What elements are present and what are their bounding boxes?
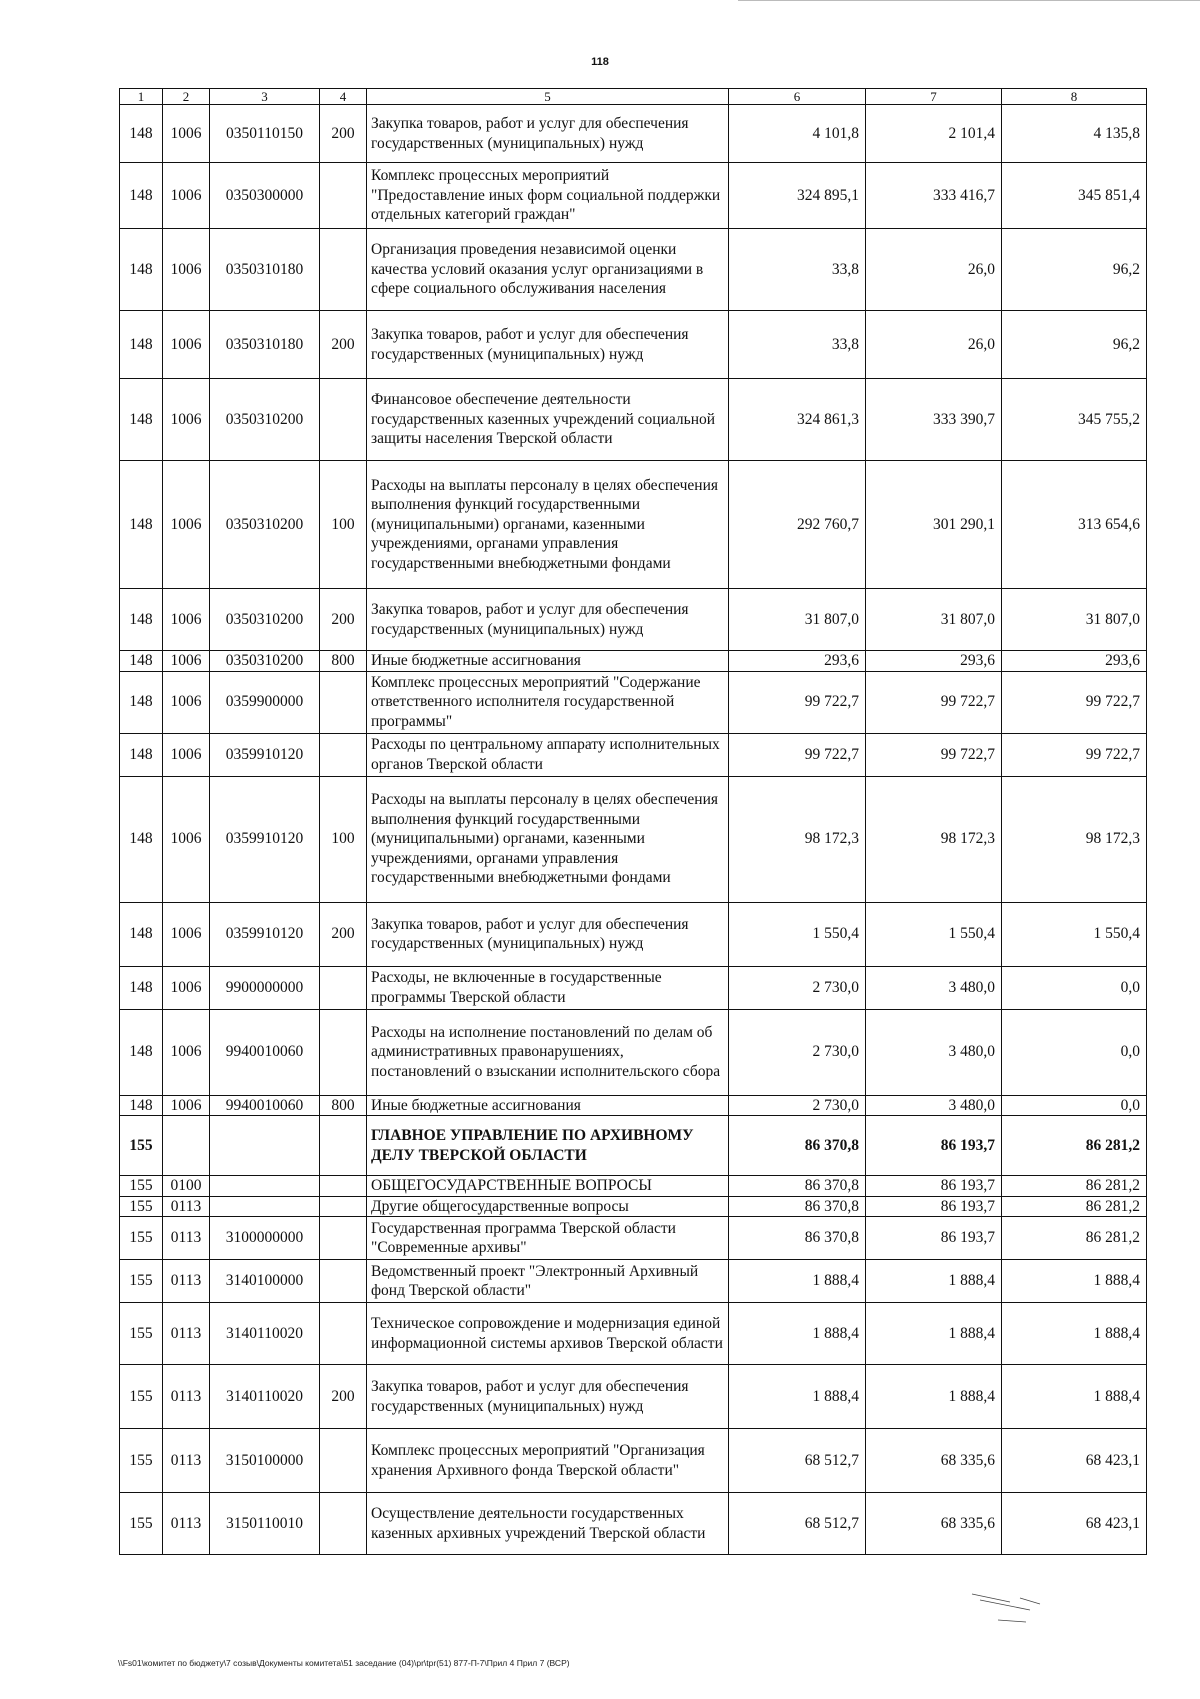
page-number: 118 <box>591 56 609 68</box>
cell-chapter-code: 148 <box>120 966 163 1009</box>
cell-section-code: 0113 <box>163 1303 210 1365</box>
cell-target-code: 3100000000 <box>210 1217 320 1260</box>
cell-value-col8: 86 281,2 <box>1002 1116 1147 1176</box>
table-row <box>120 733 1147 776</box>
cell-chapter-code: 148 <box>120 651 163 672</box>
cell-description: Комплекс процессных мероприятий "Содержание ответственного исполнителя государственной программы" <box>367 671 729 733</box>
cell-target-code: 3150110010 <box>210 1493 320 1555</box>
cell-expense-type <box>320 1196 367 1217</box>
cell-expense-type: 200 <box>320 589 367 651</box>
cell-description: Ведомственный проект "Электронный Архивный фонд Тверской области" <box>367 1260 729 1303</box>
cell-value-col7: 26,0 <box>866 311 1002 379</box>
cell-expense-type <box>320 733 367 776</box>
cell-value-col8: 86 281,2 <box>1002 1217 1147 1260</box>
cell-description: Организация проведения независимой оценки качества условий оказания услуг организациями в сфере социального обслуживания населения <box>367 229 729 311</box>
cell-description: Расходы по центральному аппарату исполнительных органов Тверской области <box>367 733 729 776</box>
cell-description: Закупка товаров, работ и услуг для обеспечения государственных (муниципальных) нужд <box>367 311 729 379</box>
cell-value-col6: 2 730,0 <box>729 966 866 1009</box>
cell-description: Закупка товаров, работ и услуг для обеспечения государственных (муниципальных) нужд <box>367 1365 729 1429</box>
cell-chapter-code: 148 <box>120 105 163 163</box>
cell-target-code: 3140110020 <box>210 1303 320 1365</box>
cell-description: Иные бюджетные ассигнования <box>367 1095 729 1116</box>
table-row <box>120 1303 1147 1365</box>
cell-section-code: 0113 <box>163 1493 210 1555</box>
cell-target-code <box>210 1176 320 1197</box>
cell-value-col6: 86 370,8 <box>729 1176 866 1197</box>
cell-description: Другие общегосударственные вопросы <box>367 1196 729 1217</box>
header-cell: 1 <box>120 89 163 105</box>
cell-value-col6: 293,6 <box>729 651 866 672</box>
cell-value-col7: 293,6 <box>866 651 1002 672</box>
cell-value-col7: 31 807,0 <box>866 589 1002 651</box>
cell-value-col7: 333 390,7 <box>866 379 1002 461</box>
cell-section-code: 1006 <box>163 1009 210 1095</box>
cell-chapter-code: 148 <box>120 1009 163 1095</box>
scan-edge-line <box>738 0 1200 1</box>
cell-chapter-code: 155 <box>120 1365 163 1429</box>
cell-value-col8: 99 722,7 <box>1002 671 1147 733</box>
cell-target-code: 0359910120 <box>210 902 320 966</box>
cell-value-col8: 68 423,1 <box>1002 1493 1147 1555</box>
table-row <box>120 776 1147 902</box>
cell-value-col8: 99 722,7 <box>1002 733 1147 776</box>
cell-target-code: 9940010060 <box>210 1009 320 1095</box>
cell-value-col6: 4 101,8 <box>729 105 866 163</box>
cell-description: ОБЩЕГОСУДАРСТВЕННЫЕ ВОПРОСЫ <box>367 1176 729 1197</box>
cell-value-col8: 31 807,0 <box>1002 589 1147 651</box>
cell-value-col8: 86 281,2 <box>1002 1196 1147 1217</box>
table-row <box>120 902 1147 966</box>
table-row <box>120 1493 1147 1555</box>
cell-chapter-code: 155 <box>120 1217 163 1260</box>
cell-value-col7: 86 193,7 <box>866 1196 1002 1217</box>
cell-value-col6: 68 512,7 <box>729 1429 866 1493</box>
header-cell: 6 <box>729 89 866 105</box>
cell-value-col6: 292 760,7 <box>729 461 866 589</box>
cell-target-code <box>210 1116 320 1176</box>
cell-value-col6: 98 172,3 <box>729 776 866 902</box>
cell-section-code: 1006 <box>163 589 210 651</box>
cell-value-col8: 68 423,1 <box>1002 1429 1147 1493</box>
cell-value-col7: 333 416,7 <box>866 163 1002 229</box>
cell-chapter-code: 155 <box>120 1196 163 1217</box>
cell-chapter-code: 148 <box>120 733 163 776</box>
cell-value-col6: 324 861,3 <box>729 379 866 461</box>
cell-value-col6: 324 895,1 <box>729 163 866 229</box>
cell-value-col7: 3 480,0 <box>866 966 1002 1009</box>
cell-expense-type: 200 <box>320 311 367 379</box>
cell-chapter-code: 155 <box>120 1176 163 1197</box>
cell-value-col7: 301 290,1 <box>866 461 1002 589</box>
table-row <box>120 229 1147 311</box>
cell-section-code: 1006 <box>163 163 210 229</box>
table-row <box>120 461 1147 589</box>
cell-description: Закупка товаров, работ и услуг для обеспечения государственных (муниципальных) нужд <box>367 902 729 966</box>
table-row <box>120 589 1147 651</box>
cell-value-col6: 33,8 <box>729 311 866 379</box>
cell-expense-type: 100 <box>320 776 367 902</box>
cell-target-code: 0350310200 <box>210 651 320 672</box>
cell-target-code: 0350110150 <box>210 105 320 163</box>
cell-section-code: 1006 <box>163 1095 210 1116</box>
cell-target-code <box>210 1196 320 1217</box>
cell-value-col8: 96,2 <box>1002 311 1147 379</box>
table-header-row <box>120 89 1147 105</box>
cell-description: Комплекс процессных мероприятий "Организация хранения Архивного фонда Тверской области" <box>367 1429 729 1493</box>
cell-value-col6: 2 730,0 <box>729 1095 866 1116</box>
cell-section-code: 1006 <box>163 902 210 966</box>
cell-section-code: 1006 <box>163 671 210 733</box>
cell-target-code: 3140110020 <box>210 1365 320 1429</box>
cell-expense-type <box>320 1176 367 1197</box>
cell-description: ГЛАВНОЕ УПРАВЛЕНИЕ ПО АРХИВНОМУ ДЕЛУ ТВЕРСКОЙ ОБЛАСТИ <box>367 1116 729 1176</box>
cell-chapter-code: 155 <box>120 1116 163 1176</box>
cell-section-code: 0113 <box>163 1196 210 1217</box>
cell-section-code: 1006 <box>163 461 210 589</box>
cell-chapter-code: 155 <box>120 1303 163 1365</box>
table-row <box>120 966 1147 1009</box>
cell-section-code: 0113 <box>163 1217 210 1260</box>
cell-section-code: 1006 <box>163 966 210 1009</box>
cell-value-col6: 68 512,7 <box>729 1493 866 1555</box>
cell-value-col7: 1 550,4 <box>866 902 1002 966</box>
cell-value-col8: 0,0 <box>1002 1095 1147 1116</box>
cell-section-code: 1006 <box>163 651 210 672</box>
cell-expense-type: 200 <box>320 1365 367 1429</box>
cell-value-col6: 1 550,4 <box>729 902 866 966</box>
cell-value-col7: 68 335,6 <box>866 1429 1002 1493</box>
cell-target-code: 0359910120 <box>210 776 320 902</box>
cell-expense-type <box>320 1116 367 1176</box>
table-row <box>120 1009 1147 1095</box>
cell-value-col7: 68 335,6 <box>866 1493 1002 1555</box>
cell-expense-type <box>320 966 367 1009</box>
cell-section-code <box>163 1116 210 1176</box>
cell-section-code: 1006 <box>163 311 210 379</box>
cell-target-code: 0350310200 <box>210 379 320 461</box>
cell-section-code: 1006 <box>163 776 210 902</box>
cell-expense-type: 200 <box>320 902 367 966</box>
header-cell: 2 <box>163 89 210 105</box>
cell-value-col7: 1 888,4 <box>866 1260 1002 1303</box>
header-cell: 3 <box>210 89 320 105</box>
cell-value-col8: 293,6 <box>1002 651 1147 672</box>
cell-description: Расходы, не включенные в государственные программы Тверской области <box>367 966 729 1009</box>
cell-description: Государственная программа Тверской области "Современные архивы" <box>367 1217 729 1260</box>
cell-value-col7: 99 722,7 <box>866 733 1002 776</box>
cell-value-col7: 86 193,7 <box>866 1217 1002 1260</box>
cell-section-code: 0100 <box>163 1176 210 1197</box>
cell-expense-type <box>320 1009 367 1095</box>
cell-expense-type: 200 <box>320 105 367 163</box>
cell-value-col7: 1 888,4 <box>866 1365 1002 1429</box>
cell-value-col7: 26,0 <box>866 229 1002 311</box>
cell-description: Иные бюджетные ассигнования <box>367 651 729 672</box>
cell-value-col6: 99 722,7 <box>729 733 866 776</box>
table-row <box>120 1196 1147 1217</box>
header-cell: 8 <box>1002 89 1147 105</box>
cell-value-col8: 1 888,4 <box>1002 1260 1147 1303</box>
cell-expense-type <box>320 1429 367 1493</box>
table-row <box>120 163 1147 229</box>
cell-value-col6: 86 370,8 <box>729 1217 866 1260</box>
table-row <box>120 1260 1147 1303</box>
table-row <box>120 379 1147 461</box>
cell-chapter-code: 155 <box>120 1260 163 1303</box>
table-row <box>120 1176 1147 1197</box>
cell-value-col6: 31 807,0 <box>729 589 866 651</box>
cell-expense-type <box>320 1303 367 1365</box>
cell-expense-type <box>320 229 367 311</box>
footer-file-path: \\Fs01\комитет по бюджету\7 созыв\Документы комитета\51 заседание (04)\pr\tpr(51) 877-П-7\Прил 4 Прил 7 (ВСР) <box>118 1658 570 1668</box>
cell-section-code: 0113 <box>163 1429 210 1493</box>
table-row <box>120 651 1147 672</box>
cell-target-code: 3140100000 <box>210 1260 320 1303</box>
table-row <box>120 105 1147 163</box>
cell-chapter-code: 155 <box>120 1493 163 1555</box>
cell-description: Осуществление деятельности государственных казенных архивных учреждений Тверской области <box>367 1493 729 1555</box>
cell-chapter-code: 148 <box>120 311 163 379</box>
header-cell: 7 <box>866 89 1002 105</box>
cell-chapter-code: 148 <box>120 163 163 229</box>
cell-section-code: 0113 <box>163 1365 210 1429</box>
cell-value-col6: 1 888,4 <box>729 1303 866 1365</box>
cell-value-col8: 96,2 <box>1002 229 1147 311</box>
cell-chapter-code: 148 <box>120 379 163 461</box>
cell-chapter-code: 155 <box>120 1429 163 1493</box>
cell-value-col8: 1 888,4 <box>1002 1303 1147 1365</box>
table-row <box>120 1217 1147 1260</box>
cell-chapter-code: 148 <box>120 229 163 311</box>
cell-description: Комплекс процессных мероприятий "Предоставление иных форм социальной поддержки отдельных категорий граждан" <box>367 163 729 229</box>
cell-value-col8: 1 550,4 <box>1002 902 1147 966</box>
cell-expense-type <box>320 379 367 461</box>
cell-value-col6: 99 722,7 <box>729 671 866 733</box>
cell-value-col8: 0,0 <box>1002 966 1147 1009</box>
cell-description: Расходы на выплаты персоналу в целях обеспечения выполнения функций государственными (муниципальными) органами, казенными учреждениями, органами управления государственными внебюджетными фондами <box>367 461 729 589</box>
table-row <box>120 1429 1147 1493</box>
header-cell: 4 <box>320 89 367 105</box>
cell-value-col7: 1 888,4 <box>866 1303 1002 1365</box>
cell-expense-type: 100 <box>320 461 367 589</box>
header-cell: 5 <box>367 89 729 105</box>
cell-section-code: 1006 <box>163 733 210 776</box>
table-row <box>120 1095 1147 1116</box>
cell-expense-type: 800 <box>320 1095 367 1116</box>
cell-description: Закупка товаров, работ и услуг для обеспечения государственных (муниципальных) нужд <box>367 105 729 163</box>
cell-value-col7: 86 193,7 <box>866 1176 1002 1197</box>
cell-expense-type: 800 <box>320 651 367 672</box>
cell-target-code: 0350310200 <box>210 589 320 651</box>
cell-value-col8: 98 172,3 <box>1002 776 1147 902</box>
table-row <box>120 311 1147 379</box>
cell-description: Финансовое обеспечение деятельности государственных казенных учреждений социальной защиты населения Тверской области <box>367 379 729 461</box>
cell-value-col8: 313 654,6 <box>1002 461 1147 589</box>
cell-value-col6: 33,8 <box>729 229 866 311</box>
cell-value-col8: 0,0 <box>1002 1009 1147 1095</box>
cell-value-col7: 99 722,7 <box>866 671 1002 733</box>
cell-chapter-code: 148 <box>120 776 163 902</box>
cell-chapter-code: 148 <box>120 461 163 589</box>
cell-value-col8: 86 281,2 <box>1002 1176 1147 1197</box>
cell-value-col7: 3 480,0 <box>866 1095 1002 1116</box>
table-row <box>120 1365 1147 1429</box>
cell-chapter-code: 148 <box>120 902 163 966</box>
cell-target-code: 9940010060 <box>210 1095 320 1116</box>
cell-value-col8: 345 851,4 <box>1002 163 1147 229</box>
cell-target-code: 0350310200 <box>210 461 320 589</box>
cell-value-col7: 86 193,7 <box>866 1116 1002 1176</box>
cell-target-code: 0359910120 <box>210 733 320 776</box>
cell-chapter-code: 148 <box>120 1095 163 1116</box>
cell-section-code: 0113 <box>163 1260 210 1303</box>
cell-value-col7: 2 101,4 <box>866 105 1002 163</box>
cell-expense-type <box>320 163 367 229</box>
cell-value-col6: 86 370,8 <box>729 1116 866 1176</box>
signature-mark <box>970 1586 1070 1626</box>
cell-expense-type <box>320 1217 367 1260</box>
cell-chapter-code: 148 <box>120 589 163 651</box>
cell-target-code: 0350300000 <box>210 163 320 229</box>
cell-target-code: 0350310180 <box>210 229 320 311</box>
cell-value-col7: 98 172,3 <box>866 776 1002 902</box>
cell-target-code: 0350310180 <box>210 311 320 379</box>
table-row <box>120 671 1147 733</box>
cell-value-col6: 86 370,8 <box>729 1196 866 1217</box>
cell-target-code: 3150100000 <box>210 1429 320 1493</box>
cell-target-code: 0359900000 <box>210 671 320 733</box>
cell-value-col8: 345 755,2 <box>1002 379 1147 461</box>
cell-value-col6: 1 888,4 <box>729 1365 866 1429</box>
cell-value-col6: 1 888,4 <box>729 1260 866 1303</box>
budget-table <box>119 88 1147 1555</box>
cell-description: Техническое сопровождение и модернизация единой информационной системы архивов Тверской области <box>367 1303 729 1365</box>
cell-value-col8: 4 135,8 <box>1002 105 1147 163</box>
cell-value-col8: 1 888,4 <box>1002 1365 1147 1429</box>
cell-section-code: 1006 <box>163 379 210 461</box>
cell-section-code: 1006 <box>163 105 210 163</box>
cell-description: Закупка товаров, работ и услуг для обеспечения государственных (муниципальных) нужд <box>367 589 729 651</box>
cell-value-col6: 2 730,0 <box>729 1009 866 1095</box>
cell-description: Расходы на выплаты персоналу в целях обеспечения выполнения функций государственными (муниципальными) органами, казенными учреждениями, органами управления государственными внебюджетными фондами <box>367 776 729 902</box>
cell-value-col7: 3 480,0 <box>866 1009 1002 1095</box>
cell-description: Расходы на исполнение постановлений по делам об административных правонарушениях, постановлений о взыскании исполнительского сбора <box>367 1009 729 1095</box>
cell-expense-type <box>320 671 367 733</box>
cell-chapter-code: 148 <box>120 671 163 733</box>
cell-expense-type <box>320 1493 367 1555</box>
cell-section-code: 1006 <box>163 229 210 311</box>
table-body <box>120 89 1147 1555</box>
cell-target-code: 9900000000 <box>210 966 320 1009</box>
table-row <box>120 1116 1147 1176</box>
cell-expense-type <box>320 1260 367 1303</box>
